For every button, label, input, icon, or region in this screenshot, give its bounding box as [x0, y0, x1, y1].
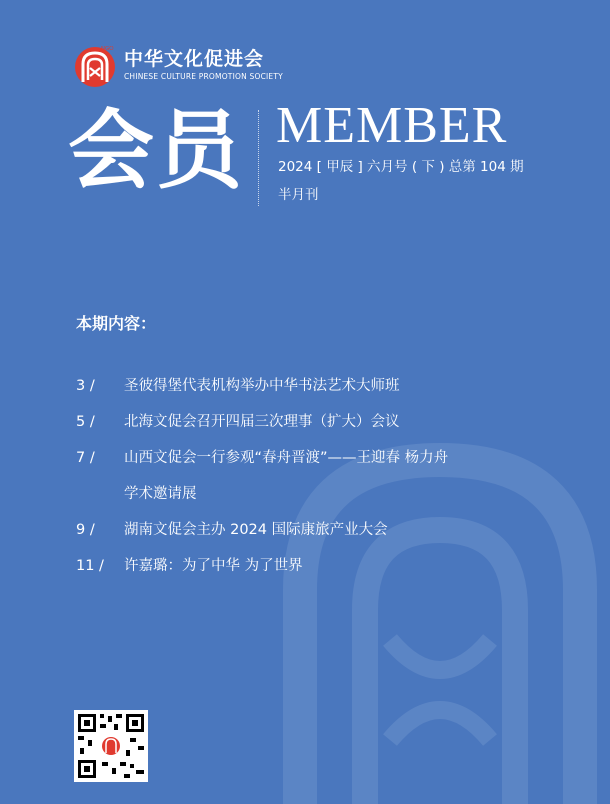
- toc-page-number: 9 /: [76, 522, 95, 538]
- title-divider: [258, 110, 259, 206]
- magazine-title-en: MEMBER: [276, 97, 508, 154]
- publication-frequency: 半月刊: [278, 187, 319, 203]
- ccps-logo-icon: [72, 42, 118, 88]
- toc-page-number: 3 /: [76, 378, 95, 394]
- toc-page-number: [76, 476, 124, 512]
- toc-article-title: 许嘉璐：为了中华 为了世界: [124, 558, 303, 574]
- toc-item[interactable]: [76, 548, 576, 584]
- toc-article-title: 圣彼得堡代表机构举办中华书法艺术大师班: [124, 378, 400, 394]
- org-logo: [72, 42, 283, 88]
- toc-item[interactable]: [76, 368, 576, 404]
- issue-info: 2024 [ 甲辰 ] 六月号 ( 下 ) 总第 104 期: [278, 159, 524, 175]
- toc-item[interactable]: [76, 404, 576, 440]
- magazine-title-cn: 会员: [68, 100, 244, 201]
- table-of-contents: [76, 368, 576, 584]
- toc-page-number: 5 /: [76, 414, 95, 430]
- toc-article-title: 学术邀请展: [124, 486, 197, 502]
- org-name-cn: 中华文化促进会: [124, 48, 265, 70]
- toc-item[interactable]: [76, 440, 576, 476]
- toc-item-continuation[interactable]: [76, 476, 576, 512]
- logo-badge: NGO: [101, 46, 114, 52]
- qr-code-icon[interactable]: [74, 710, 148, 782]
- toc-item[interactable]: [76, 512, 576, 548]
- toc-article-title: 北海文促会召开四届三次理事（扩大）会议: [124, 414, 400, 430]
- toc-article-title: 湖南文促会主办 2024 国际康旅产业大会: [124, 522, 388, 538]
- toc-page-number: 7 /: [76, 450, 95, 466]
- toc-article-title: 山西文促会一行参观“春舟晋渡”——王迎春 杨力舟: [124, 450, 449, 466]
- toc-heading: 本期内容：: [76, 314, 157, 333]
- org-name-en: CHINESE CULTURE PROMOTION SOCIETY: [124, 72, 283, 81]
- toc-page-number: 11 /: [76, 558, 104, 574]
